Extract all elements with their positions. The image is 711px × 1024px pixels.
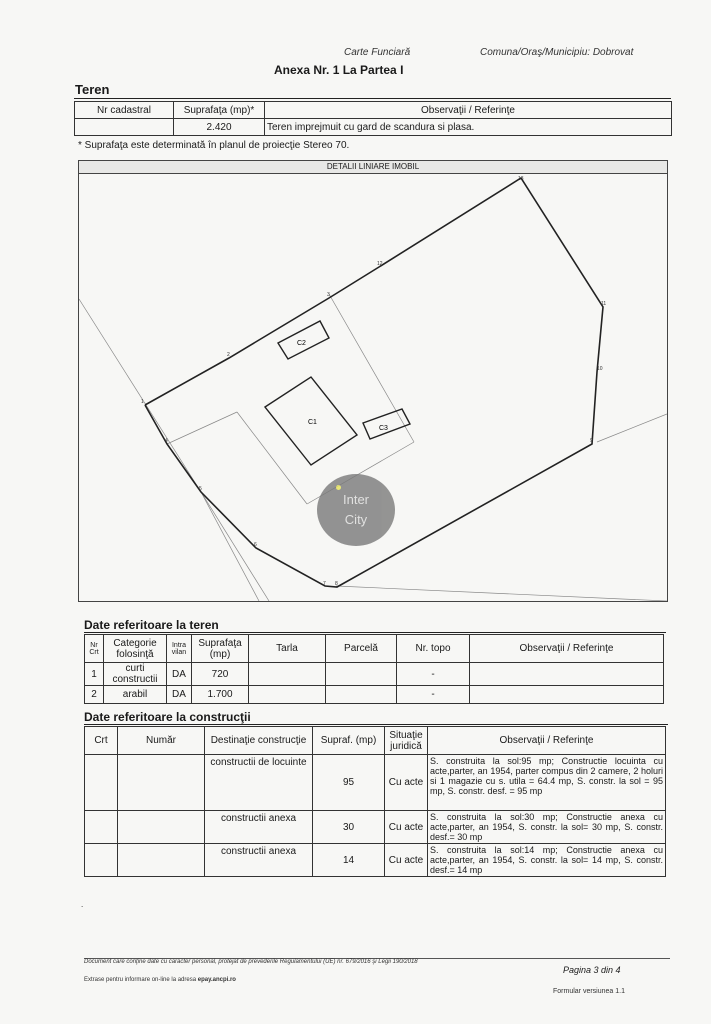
- th-crt: Crt: [85, 727, 118, 755]
- divider: [74, 98, 671, 99]
- date-teren-table: [84, 634, 664, 704]
- cell-parcela: [326, 686, 397, 704]
- cell-obs: [470, 686, 664, 704]
- point-label: 4: [165, 438, 168, 444]
- cell-suprafata: 1.700: [192, 686, 249, 704]
- th-suprafata: Suprafaţa (mp): [192, 635, 249, 663]
- comuna-label: Comuna/Oraş/Municipiu: Dobrovat: [480, 47, 634, 58]
- cell-categorie: curti constructii: [104, 663, 167, 686]
- teren-table: [74, 101, 672, 136]
- cell-supraf: 30: [313, 811, 385, 844]
- teren-section-title: Teren: [75, 82, 110, 97]
- cell-observatii: Teren imprejmuit cu gard de scandura si plasa.: [265, 119, 672, 136]
- cell-numar: [118, 811, 205, 844]
- th-observatii: Observaţii / Referinţe: [428, 727, 666, 755]
- cell-tarla: [249, 686, 326, 704]
- cell-topo: -: [397, 663, 470, 686]
- watermark-line1: Inter: [342, 492, 369, 507]
- point-label: 3: [327, 292, 330, 298]
- th-destinatie: Destinaţie construcţie: [205, 727, 313, 755]
- footer-disclaimer: Document care conţine date cu caracter personal, protejat de prevederile Regulamentului (UE) nr. 679/2016 şi Legii 190/2018: [84, 959, 418, 965]
- th-nr-crt: Nr Crt: [85, 635, 104, 663]
- anexa-title: Anexa Nr. 1 La Partea I: [274, 63, 404, 77]
- point-label: 13: [518, 176, 524, 182]
- table-row: [85, 663, 664, 686]
- extrase-link[interactable]: epay.ancpi.ro: [197, 977, 236, 983]
- label-c2: C2: [297, 340, 306, 347]
- cell-obs: [470, 663, 664, 686]
- neighbor-line: [201, 492, 259, 601]
- divider: [84, 724, 668, 725]
- cell-obs: S. construita la sol:30 mp; Constructie anexa cu acte,parter, an 1954, S. constr. la sol= 30 mp, S. constr. desf.= 30 mp: [428, 811, 666, 844]
- cell-destinatie: constructii anexa: [205, 844, 313, 877]
- cell-obs: S. construita la sol:95 mp; Constructie locuinta cu acte,parter, an 1954, parter compus din 2 camere, 2 holuri si 1 magazie cu s. utila = 64.4 mp, S. constr. la sol = 95 mp, S. constr. desf. = 95 mp: [428, 755, 666, 811]
- cell-nr: 1: [85, 663, 104, 686]
- point-label: 10: [597, 366, 603, 372]
- th-numar: Număr: [118, 727, 205, 755]
- cell-situatie: Cu acte: [385, 844, 428, 877]
- cell-situatie: Cu acte: [385, 755, 428, 811]
- cell-supraf: 95: [313, 755, 385, 811]
- cell-crt: [85, 811, 118, 844]
- point-label: 8: [335, 581, 338, 587]
- col-nr-cadastral: Nr cadastral: [75, 102, 174, 119]
- point-label: 6: [254, 542, 257, 548]
- cell-parcela: [326, 663, 397, 686]
- cell-intravilan: DA: [167, 663, 192, 686]
- th-supraf: Supraf. (mp): [313, 727, 385, 755]
- cell-obs: S. construita la sol:14 mp; Constructie anexa cu acte,parter, an 1954, S. constr. la sol= 14 mp, S. constr. desf.= 14 mp: [428, 844, 666, 877]
- cell-suprafata: 720: [192, 663, 249, 686]
- table-row: [85, 844, 666, 877]
- divider: [84, 632, 666, 633]
- date-teren-title: Date referitoare la teren: [84, 618, 219, 632]
- point-label: 12: [377, 261, 383, 267]
- cell-topo: -: [397, 686, 470, 704]
- table-row: [85, 686, 664, 704]
- neighbor-line: [597, 414, 667, 442]
- cell-supraf: 14: [313, 844, 385, 877]
- table-row: [85, 755, 666, 811]
- cell-tarla: [249, 663, 326, 686]
- neighbor-line: [79, 299, 201, 492]
- watermark-line2: City: [344, 512, 368, 527]
- extrase-prefix: Extrase pentru informare on-line la adresa: [84, 977, 197, 983]
- point-label: 1: [141, 399, 144, 405]
- cell-destinatie: constructii anexa: [205, 811, 313, 844]
- watermark-dot-icon: [336, 485, 341, 490]
- bullet-mark: .: [81, 900, 84, 909]
- col-observatii: Observaţii / Referinţe: [265, 102, 672, 119]
- cell-categorie: arabil: [104, 686, 167, 704]
- cell-intravilan: DA: [167, 686, 192, 704]
- cell-numar: [118, 755, 205, 811]
- neighbor-line: [336, 586, 667, 601]
- th-tarla: Tarla: [249, 635, 326, 663]
- label-c3: C3: [379, 425, 388, 432]
- cell-crt: [85, 844, 118, 877]
- cell-destinatie: constructii de locuinte: [205, 755, 313, 811]
- th-parcela: Parcelă: [326, 635, 397, 663]
- cell-nr-cadastral: [75, 119, 174, 136]
- th-nr-topo: Nr. topo: [397, 635, 470, 663]
- plan-title: DETALII LINIARE IMOBIL: [79, 161, 667, 174]
- page-number: Pagina 3 din 4: [563, 965, 621, 975]
- point-label: 11: [601, 301, 607, 307]
- th-intravilan: Intra vilan: [167, 635, 192, 663]
- suprafata-note: * Suprafaţa este determinată în planul de proiecţie Stereo 70.: [78, 140, 350, 151]
- point-label: 7: [323, 581, 326, 587]
- col-suprafata: Suprafaţa (mp)*: [174, 102, 265, 119]
- neighbor-line: [237, 412, 307, 504]
- building-c3: [363, 409, 410, 439]
- cell-crt: [85, 755, 118, 811]
- th-observatii: Observaţii / Referinţe: [470, 635, 664, 663]
- carte-funciara-label: Carte Funciară: [344, 47, 411, 58]
- point-label: 2: [227, 352, 230, 358]
- point-label: 5: [199, 486, 202, 492]
- th-situatie: Situaţie juridică: [385, 727, 428, 755]
- date-constructii-table: [84, 726, 666, 877]
- point-label: 9: [590, 438, 593, 444]
- footer-extrase: [84, 977, 236, 983]
- label-c1: C1: [308, 419, 317, 426]
- formular-version: Formular versiunea 1.1: [553, 988, 625, 995]
- table-row: [85, 811, 666, 844]
- cell-nr: 2: [85, 686, 104, 704]
- cell-suprafata: 2.420: [174, 119, 265, 136]
- neighbor-line: [167, 412, 237, 444]
- cell-numar: [118, 844, 205, 877]
- neighbor-line: [201, 492, 269, 601]
- th-categorie: Categorie folosinţă: [104, 635, 167, 663]
- date-constructii-title: Date referitoare la construcţii: [84, 710, 251, 724]
- intercity-watermark: [317, 474, 395, 546]
- cell-situatie: Cu acte: [385, 811, 428, 844]
